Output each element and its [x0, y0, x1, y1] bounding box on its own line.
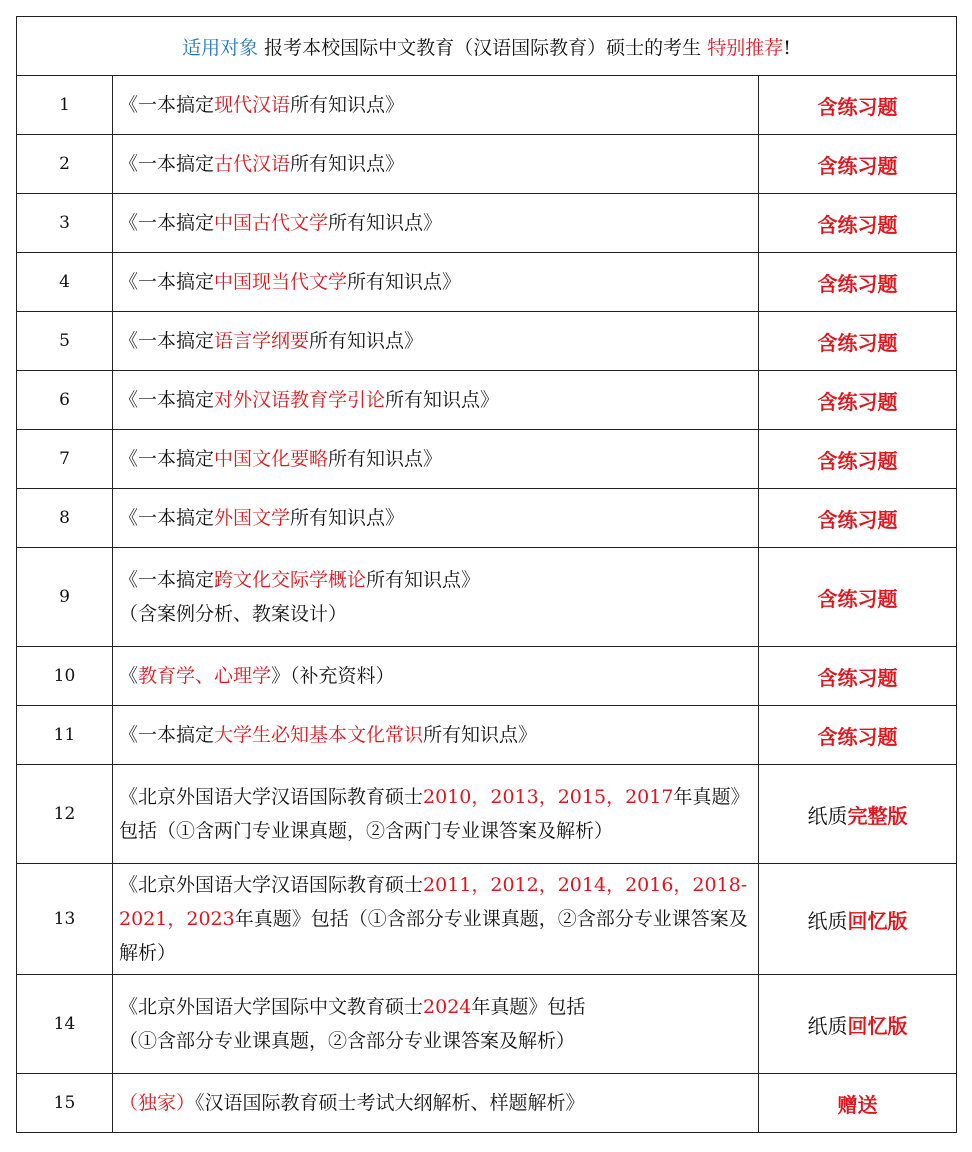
book-title: [113, 864, 759, 975]
title-suffix: 所有知识点》: [290, 153, 405, 175]
tag-prefix: 纸质: [807, 908, 848, 933]
tag-cell: [759, 548, 957, 647]
title-prefix: 《北京外国语大学国际中文教育硕士: [119, 996, 424, 1018]
tag-label: 含练习题: [817, 665, 898, 690]
book-title: [113, 548, 759, 647]
row-number: 14: [17, 975, 113, 1074]
title-highlight: 教育学、心理学: [138, 665, 272, 687]
title-highlight: 对外汉语教育学引论: [214, 389, 386, 411]
book-title: [113, 647, 759, 706]
tag-label: 完整版: [847, 803, 908, 828]
row-number: 13: [17, 864, 113, 975]
header-end: !: [783, 36, 791, 59]
title-highlight: 2024: [423, 996, 472, 1018]
book-title: [113, 430, 759, 489]
table-row: [17, 371, 957, 430]
tag-cell: [759, 864, 957, 975]
table-row: [17, 430, 957, 489]
title-prefix: 《一本搞定: [119, 94, 215, 116]
recommend-label: 特别推荐: [707, 36, 784, 59]
book-title: [113, 706, 759, 765]
row-number: 11: [17, 706, 113, 765]
tag-label: 含练习题: [817, 153, 898, 178]
title-suffix: 》（补充资料）: [271, 665, 395, 687]
book-title: [113, 975, 759, 1074]
tag-cell: [759, 312, 957, 371]
title-note: （含案例分析、教案设计）: [119, 603, 348, 625]
table-row: [17, 706, 957, 765]
title-suffix: 所有知识点》: [290, 94, 405, 116]
title-suffix: 所有知识点》: [328, 448, 443, 470]
row-number: 9: [17, 548, 113, 647]
table-row: [17, 548, 957, 647]
tag-cell: [759, 765, 957, 864]
title-prefix: 《一本搞定: [119, 569, 215, 591]
title-highlight: 语言学纲要: [214, 330, 310, 352]
title-prefix: 《: [119, 665, 139, 687]
table-row: [17, 253, 957, 312]
tag-cell: [759, 647, 957, 706]
title-suffix: 所有知识点》: [309, 330, 424, 352]
title-prefix: 《一本搞定: [119, 153, 215, 175]
title-highlight: 古代汉语: [214, 153, 291, 175]
table-row: [17, 194, 957, 253]
title-prefix: 《一本搞定: [119, 212, 215, 234]
row-number: 1: [17, 76, 113, 135]
table-body: [17, 76, 957, 1133]
tag-prefix: 纸质: [807, 1013, 848, 1038]
row-number: 15: [17, 1074, 113, 1133]
title-highlight: 跨文化交际学概论: [214, 569, 367, 591]
title-suffix: 年真题》包括（①含两门专业课真题，②含两门专业课答案及解析）: [119, 786, 750, 842]
row-number: 8: [17, 489, 113, 548]
book-title: [113, 312, 759, 371]
row-number: 10: [17, 647, 113, 706]
table-row: [17, 76, 957, 135]
title-suffix: 所有知识点》: [347, 271, 462, 293]
book-title: [113, 489, 759, 548]
title-prefix: 《北京外国语大学汉语国际教育硕士: [119, 786, 424, 808]
title-note: （①含部分专业课真题，②含部分专业课答案及解析）: [119, 1030, 576, 1052]
table-row: [17, 975, 957, 1074]
tag-label: 含练习题: [817, 330, 898, 355]
table-row: [17, 864, 957, 975]
title-highlight: 中国古代文学: [214, 212, 329, 234]
tag-label: 含练习题: [817, 271, 898, 296]
title-suffix: 年真题》包括（①含部分专业课真题，②含部分专业课答案及解析）: [119, 908, 748, 964]
book-title: [113, 371, 759, 430]
book-title: [113, 135, 759, 194]
tag-label: 含练习题: [817, 389, 898, 414]
book-title: [113, 765, 759, 864]
title-highlight: 大学生必知基本文化常识: [214, 724, 424, 746]
tag-label: 含练习题: [817, 724, 898, 749]
target-label: 适用对象: [182, 36, 259, 59]
tag-label: 含练习题: [817, 448, 898, 473]
row-number: 7: [17, 430, 113, 489]
title-suffix: 所有知识点》: [385, 389, 500, 411]
table-row: [17, 135, 957, 194]
tag-cell: [759, 1074, 957, 1133]
row-number: 2: [17, 135, 113, 194]
tag-cell: [759, 489, 957, 548]
book-title: [113, 1074, 759, 1133]
tag-cell: [759, 253, 957, 312]
row-number: 6: [17, 371, 113, 430]
tag-label: 含练习题: [817, 586, 898, 611]
tag-prefix: 纸质: [807, 803, 848, 828]
table-row: [17, 489, 957, 548]
header-text: 报考本校国际中文教育（汉语国际教育）硕士的考生: [258, 36, 708, 59]
title-prefix: 《一本搞定: [119, 389, 215, 411]
title-suffix: 所有知识点》: [290, 507, 405, 529]
book-title: [113, 194, 759, 253]
book-title: [113, 76, 759, 135]
table-row: [17, 312, 957, 371]
title-suffix: 所有知识点》: [423, 724, 538, 746]
title-suffix: 年真题》包括: [471, 996, 586, 1018]
tag-cell: [759, 135, 957, 194]
tag-cell: [759, 194, 957, 253]
title-highlight: 2010，2013，2015，2017: [423, 786, 674, 808]
title-suffix: 《汉语国际教育硕士考试大纲解析、样题解析》: [195, 1092, 585, 1114]
tag-label: 含练习题: [817, 507, 898, 532]
title-suffix: 所有知识点》: [328, 212, 443, 234]
tag-label: 回忆版: [847, 1013, 908, 1038]
tag-label: 回忆版: [847, 908, 908, 933]
header-cell: [17, 17, 957, 76]
tag-label: 含练习题: [817, 212, 898, 237]
tag-cell: [759, 975, 957, 1074]
title-highlight: （独家）: [119, 1092, 196, 1114]
title-highlight: 中国文化要略: [214, 448, 329, 470]
title-prefix: 《一本搞定: [119, 507, 215, 529]
title-highlight: 现代汉语: [214, 94, 291, 116]
table-row: [17, 1074, 957, 1133]
title-highlight: 外国文学: [214, 507, 291, 529]
row-number: 12: [17, 765, 113, 864]
title-suffix: 所有知识点》: [366, 569, 481, 591]
title-prefix: 《一本搞定: [119, 271, 215, 293]
title-highlight: 中国现当代文学: [214, 271, 348, 293]
book-title: [113, 253, 759, 312]
tag-cell: [759, 371, 957, 430]
title-prefix: 《一本搞定: [119, 330, 215, 352]
row-number: 3: [17, 194, 113, 253]
tag-cell: [759, 706, 957, 765]
recommendation-table: [16, 16, 957, 1133]
title-prefix: 《北京外国语大学汉语国际教育硕士: [119, 874, 424, 896]
title-prefix: 《一本搞定: [119, 448, 215, 470]
title-highlight: 2011，2012，2014，2016，2018-2021，2023: [119, 874, 748, 930]
header-row: [17, 17, 957, 76]
tag-label: 赠送: [837, 1092, 878, 1117]
table-row: [17, 765, 957, 864]
table-row: [17, 647, 957, 706]
row-number: 5: [17, 312, 113, 371]
title-prefix: 《一本搞定: [119, 724, 215, 746]
tag-label: 含练习题: [817, 94, 898, 119]
tag-cell: [759, 76, 957, 135]
row-number: 4: [17, 253, 113, 312]
tag-cell: [759, 430, 957, 489]
